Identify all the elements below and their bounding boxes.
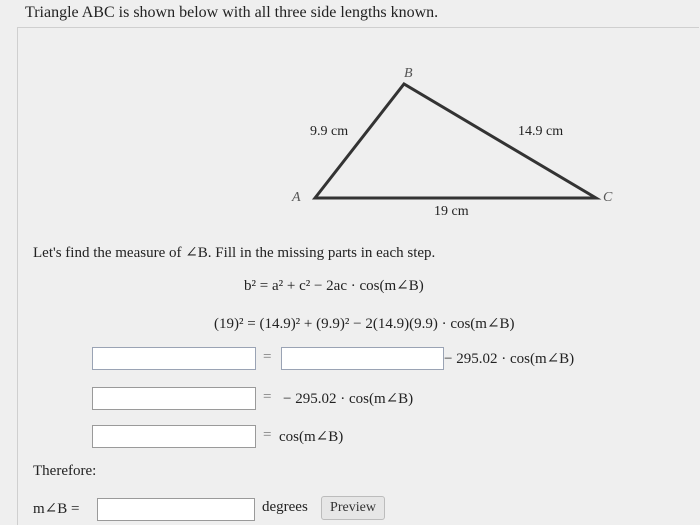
step2-left-input[interactable] xyxy=(92,387,256,410)
law-of-cosines-equation: b² = a² + c² − 2ac · cos(m∠B) xyxy=(244,278,424,294)
step1-equals-sign: = xyxy=(263,349,272,365)
substituted-equation: (19)² = (14.9)² + (9.9)² − 2(14.9)(9.9) · cos(m∠B) xyxy=(214,316,515,332)
step2-suffix: − 295.02 · cos(m∠B) xyxy=(283,391,414,407)
therefore-label: Therefore: xyxy=(33,463,97,479)
step1-left-input[interactable] xyxy=(92,347,256,370)
triangle-figure xyxy=(0,0,700,240)
instructions-text: Let's find the measure of ∠B. Fill in the missing parts in each step. xyxy=(33,245,436,261)
vertex-b-label: B xyxy=(404,66,413,81)
step1-suffix: − 295.02 · cos(m∠B) xyxy=(444,351,575,367)
degrees-label: degrees xyxy=(262,499,308,515)
step1-right-input[interactable] xyxy=(281,347,444,370)
angle-b-label: m∠B = xyxy=(33,501,80,517)
vertex-c-label: C xyxy=(603,190,613,205)
side-ac-label: 19 cm xyxy=(434,204,469,219)
step3-suffix: cos(m∠B) xyxy=(279,429,344,445)
prompt-text: Triangle ABC is shown below with all three side lengths known. xyxy=(25,4,439,21)
step3-equals-sign: = xyxy=(263,427,272,443)
step3-left-input[interactable] xyxy=(92,425,256,448)
side-ab-label: 9.9 cm xyxy=(310,124,349,139)
answer-input[interactable] xyxy=(97,498,255,521)
vertex-a-label: A xyxy=(292,190,301,205)
step2-equals-sign: = xyxy=(263,389,272,405)
preview-button[interactable]: Preview xyxy=(321,496,385,520)
side-bc-label: 14.9 cm xyxy=(518,124,564,139)
